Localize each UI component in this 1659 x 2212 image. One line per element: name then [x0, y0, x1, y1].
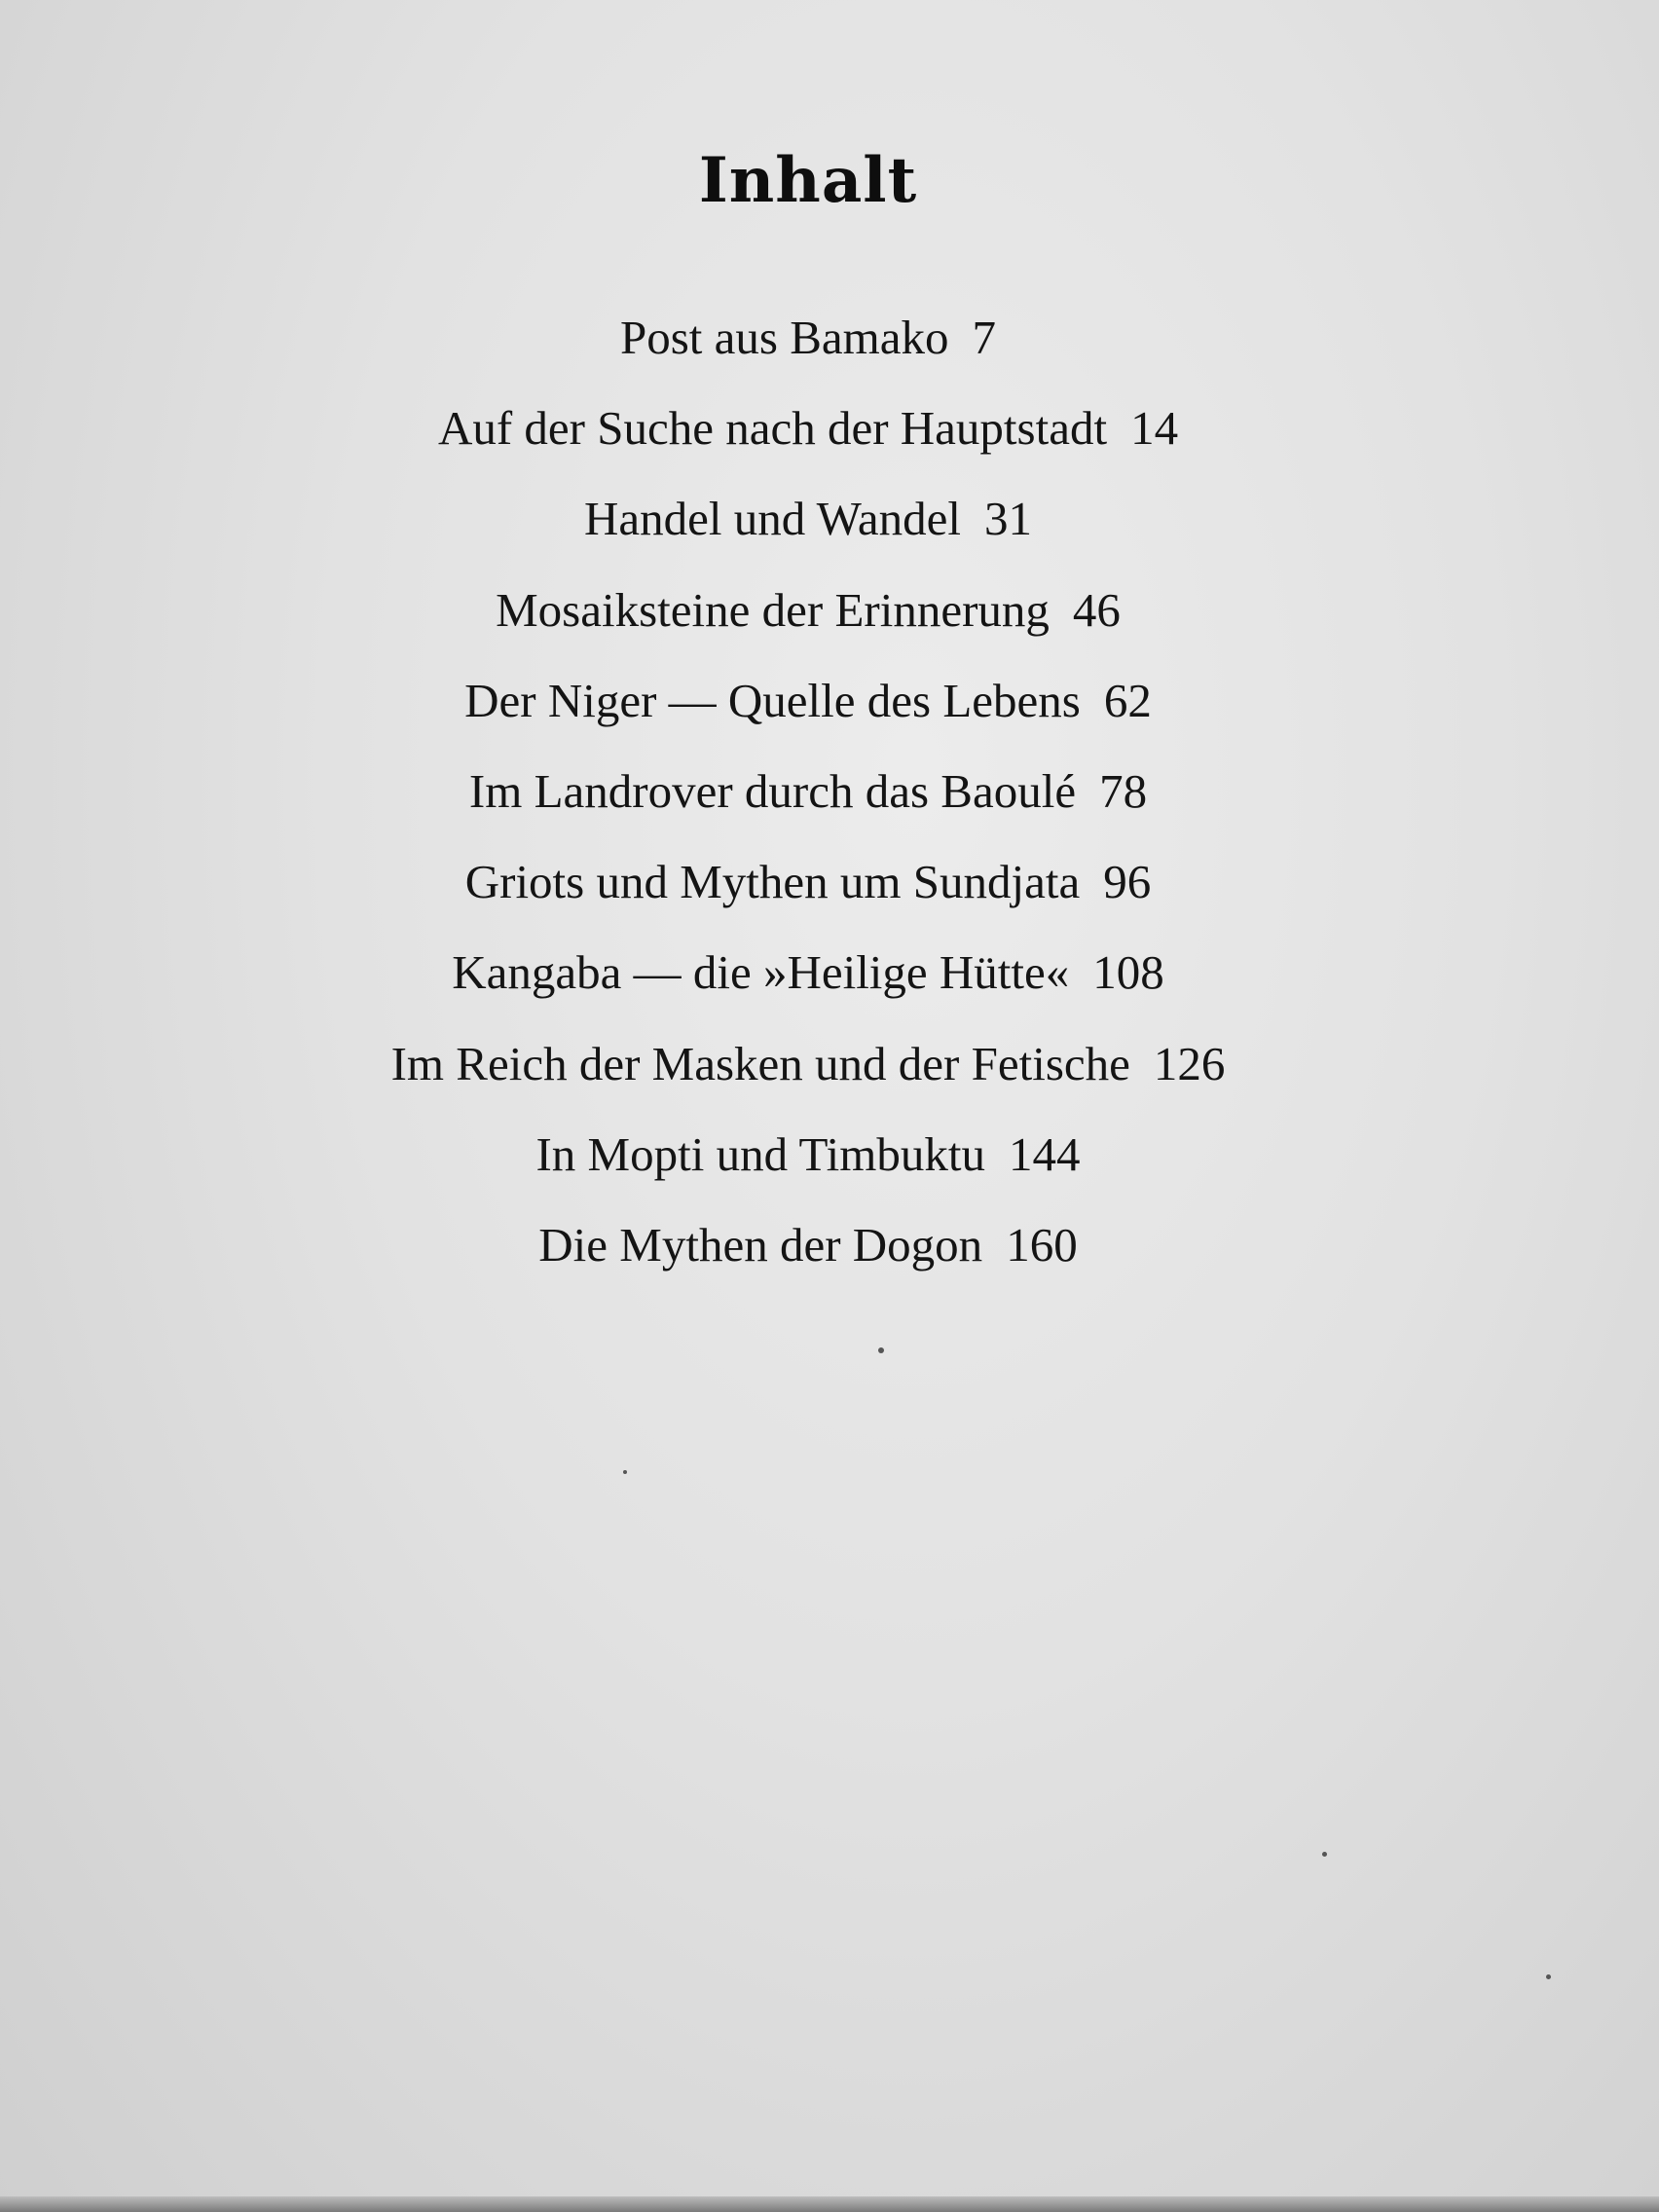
toc-entry-page: 7	[972, 311, 997, 365]
table-of-contents	[0, 292, 1616, 1290]
toc-entry-title: Der Niger — Quelle des Lebens	[464, 673, 1081, 727]
toc-entry-page: 31	[984, 492, 1033, 546]
toc-entry-title: Handel und Wandel	[583, 492, 962, 546]
paper-speck	[1322, 1852, 1327, 1857]
toc-entry	[0, 383, 1616, 473]
toc-entry	[0, 565, 1616, 655]
toc-entry-page: 108	[1092, 945, 1164, 1000]
toc-entry-title: Auf der Suche nach der Hauptstadt	[437, 401, 1108, 456]
toc-entry-title: Mosaiksteine der Erinnerung	[496, 582, 1050, 637]
toc-entry	[0, 1018, 1616, 1109]
page-bottom-edge	[0, 2196, 1659, 2212]
toc-entry-title: Kangaba — die »Heilige Hütte«	[452, 945, 1070, 1000]
toc-entry-title: Im Reich der Masken und der Fetische	[390, 1036, 1130, 1090]
toc-entry-page: 160	[1006, 1217, 1078, 1272]
toc-entry-page: 126	[1153, 1036, 1226, 1090]
toc-entry-page: 96	[1103, 855, 1152, 909]
page-title: Inhalt	[698, 144, 918, 217]
toc-entry-page: 144	[1009, 1126, 1081, 1181]
toc-entry	[0, 473, 1616, 564]
toc-entry-title: Post aus Bamako	[619, 311, 949, 365]
toc-entry-title: Griots und Mythen um Sundjata	[464, 855, 1081, 909]
toc-entry-page: 62	[1103, 673, 1152, 727]
toc-entry	[0, 292, 1616, 383]
paper-speck	[878, 1347, 884, 1353]
toc-entry-title: Die Mythen der Dogon	[538, 1217, 983, 1272]
toc-entry-page: 14	[1130, 401, 1179, 456]
toc-entry	[0, 746, 1616, 836]
toc-entry-title: Im Landrover durch das Baoulé	[468, 764, 1077, 819]
toc-entry	[0, 1199, 1616, 1290]
toc-entry	[0, 1109, 1616, 1199]
toc-entry-page: 46	[1072, 582, 1121, 637]
toc-entry-title: In Mopti und Timbuktu	[535, 1126, 986, 1181]
toc-entry	[0, 655, 1616, 746]
toc-entry-page: 78	[1099, 764, 1148, 819]
toc-entry	[0, 836, 1616, 927]
paper-speck	[1546, 1974, 1551, 1979]
paper-speck	[623, 1470, 627, 1474]
toc-entry	[0, 927, 1616, 1017]
